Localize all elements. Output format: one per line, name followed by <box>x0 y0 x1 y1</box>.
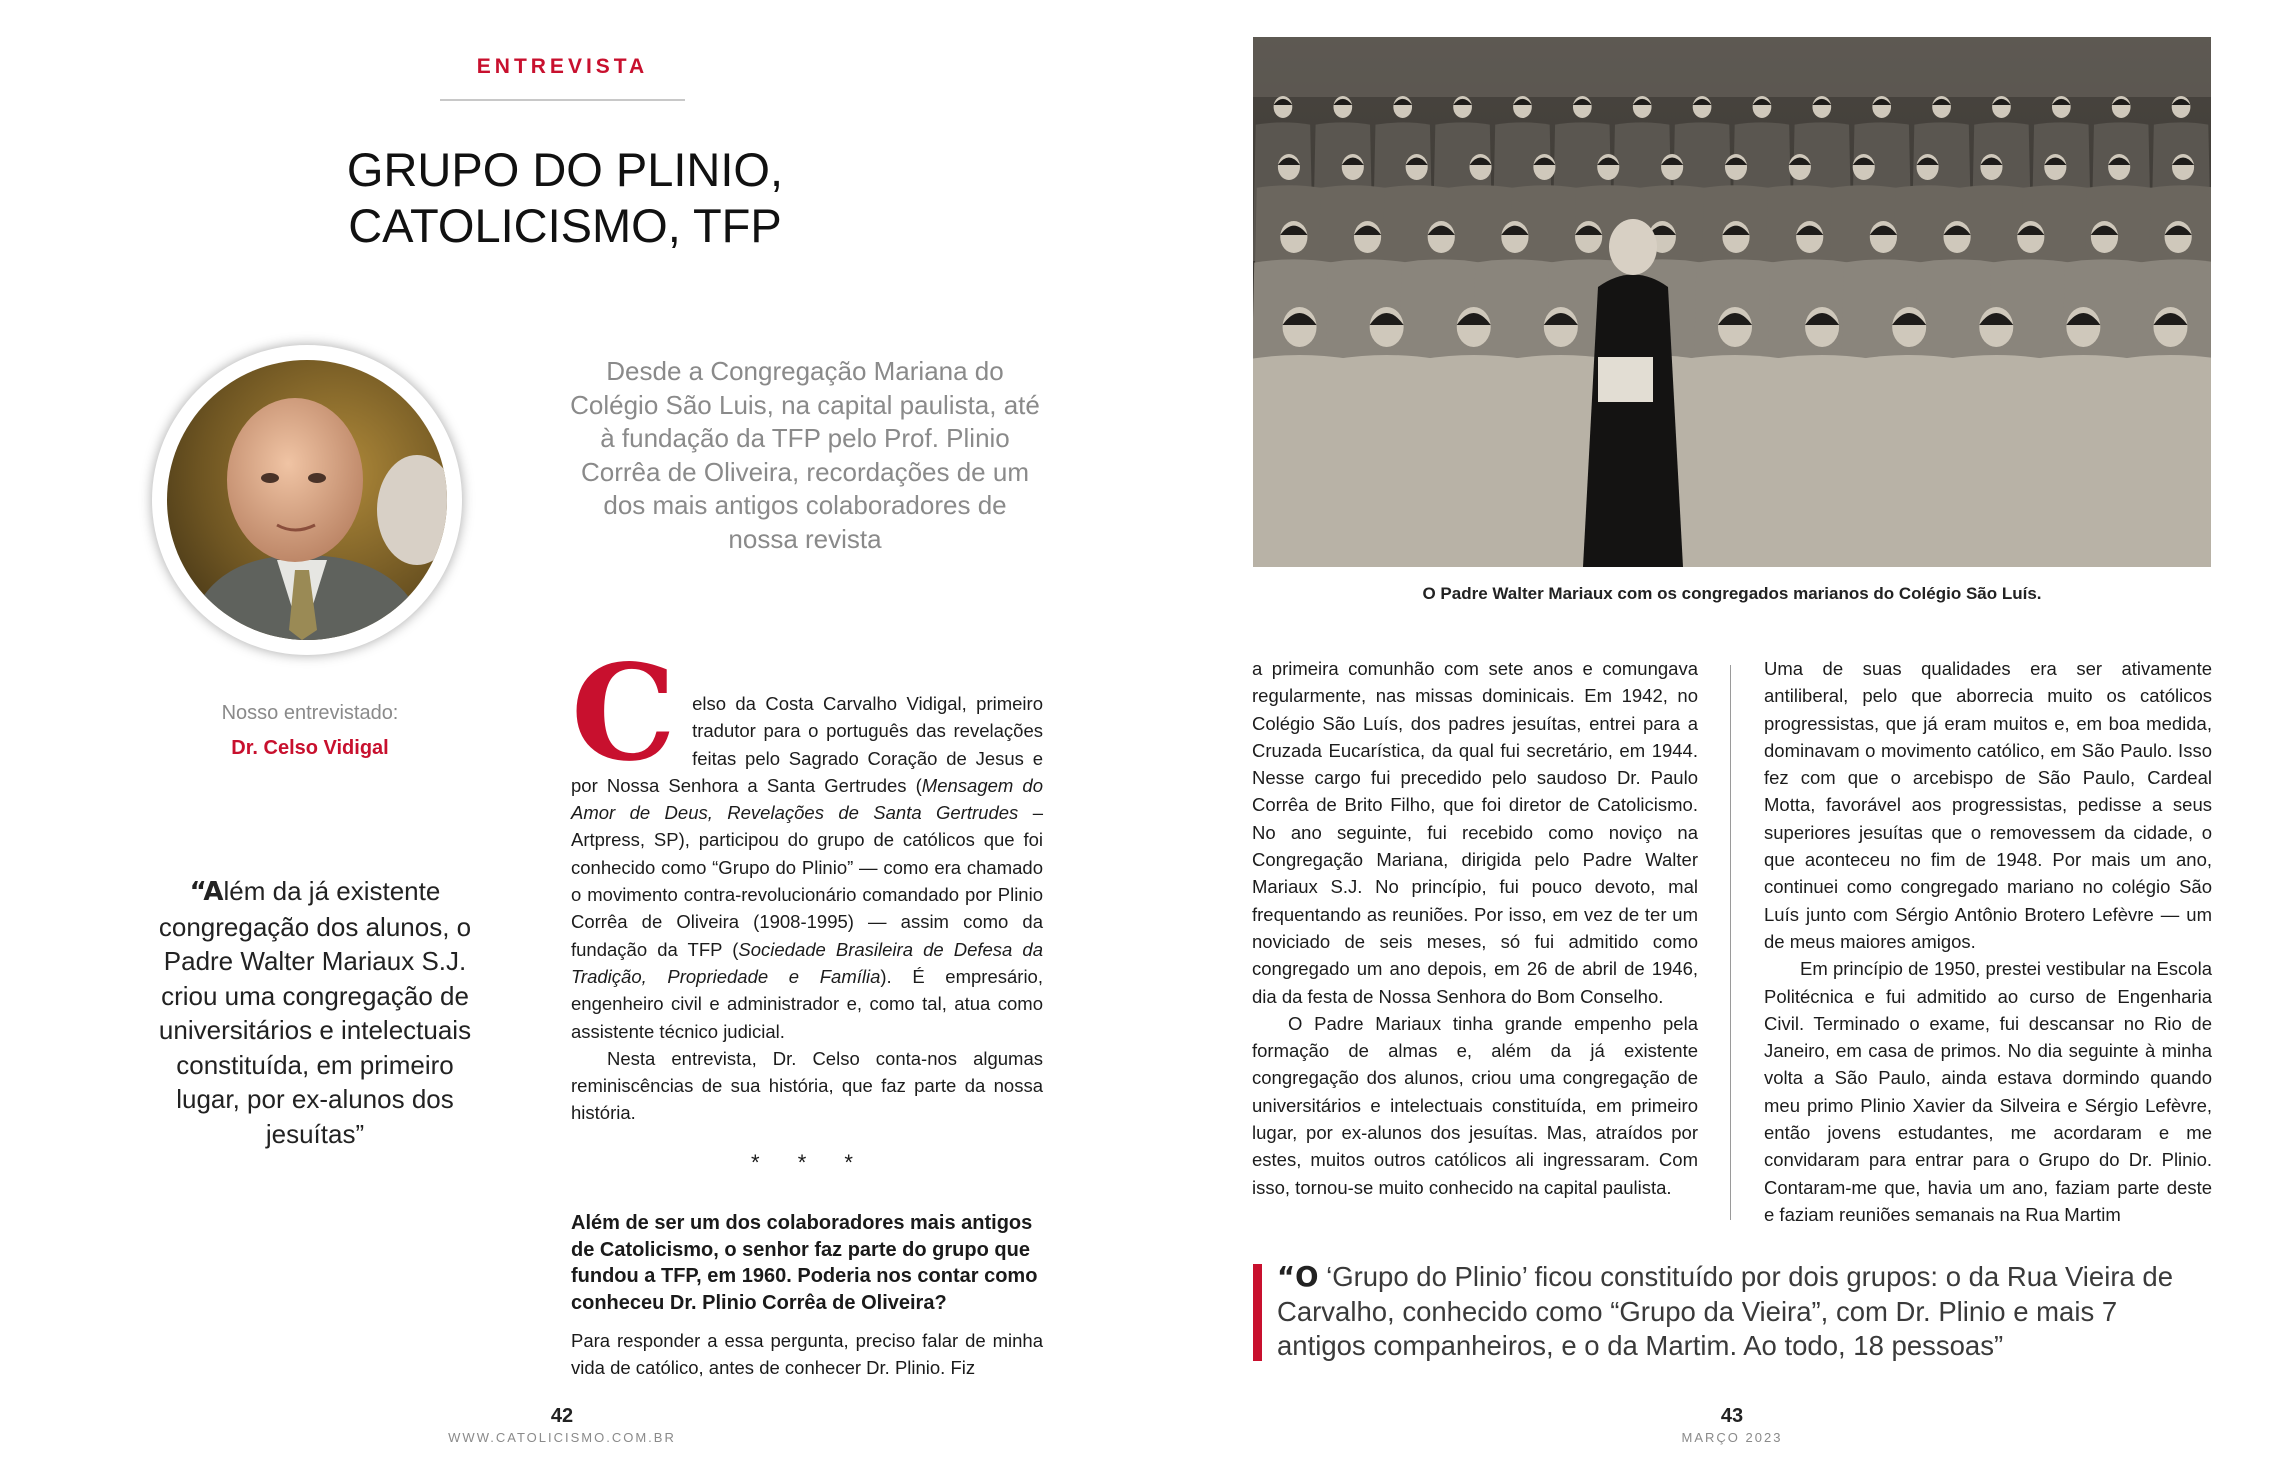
footer-issue-date: MARÇO 2023 <box>1681 1430 1783 1445</box>
page-number-left: 42 <box>550 1405 574 1427</box>
interview-answer: Para responder a essa pergunta, preciso falar de minha vida de católico, antes de conhecer Dr. Plinio. Fiz <box>571 1330 1043 1379</box>
pull-quote-open: “A <box>189 877 224 907</box>
pull-quote-text: lém da já existente congregação dos alunos, o Padre Walter Mariaux S.J. criou uma congregação de universitários e intelectuais constituída, em primeiro lugar, por ex-alunos dos jesuítas” <box>158 876 472 1149</box>
intro-book-title: Mensagem do Amor de Deus, Revelações de Santa Gertrudes <box>571 774 1043 824</box>
footer-url: WWW.CATOLICISMO.COM.BR <box>448 1430 676 1445</box>
page-number-right: 43 <box>1720 1405 1744 1427</box>
interviewee-photo <box>167 360 447 640</box>
pull-quote-2-open: “O <box>1277 1261 1319 1293</box>
interviewee-name: Dr. Celso Vidigal <box>231 737 389 759</box>
article-intro <box>571 636 1043 1127</box>
photo-priest-head <box>1609 219 1657 275</box>
column-paragraph: Uma de suas qualidades era ser ativamente antiliberal, pelo que aborrecia muito os católicos progressistas, que já eram muitos e, em boa medida, dominavam o movimento católico, em São Paulo. Isso fez com que o arcebispo de São Paulo, Cardeal Motta, favorável aos progressistas, pedisse a seus superiores jesuítas que o removessem da cidade, o que aconteceu no fim de 1948. Por mais um ano, continuei como congregado mariano no colégio São Luís junto com Sérgio Antônio Brotero Lefèvre — um de meus maiores amigos. <box>1764 658 2212 952</box>
photo-figure-body <box>2115 355 2211 567</box>
interviewee-label: Nosso entrevistado: <box>221 702 399 724</box>
pull-quote <box>145 874 485 1151</box>
drop-cap: C <box>571 636 677 791</box>
column-paragraph: Em princípio de 1950, prestei vestibular na Escola Politécnica e fui admitido ao curso de Engenharia Civil. Terminado o exame, fui descansar no Rio de Janeiro, em casa de primos. No dia seguinte à minha volta a São Paulo, ainda estava dormindo quando meu primo Plinio Xavier da Silveira e Sérgio Lefèvre, então jovens estudantes, me acordaram e me convidaram para entrar para o Grupo do Dr. Plinio. Contaram-me que, havia um ano, faziam parte deste e faziam reuniões semanais na Rua Martim <box>1764 958 2212 1225</box>
column-paragraph: a primeira comunhão com sete anos e comungava regularmente, nas missas dominicais. Em 1942, no Colégio São Luís, dos padres jesuítas, entrei para a Cruzada Eucarística, da qual fui secretário, em 1944. Nesse cargo fui precedido pelo saudoso Dr. Paulo Corrêa de Brito Filho, que foi diretor de Catolicismo. No ano seguinte, fui recebido como noviço na Congregação Mariana, dirigida pelo Padre Walter Mariaux S.J. No princípio, fui pouco devoto, mal frequentando as reuniões. Por isso, em vez de ter um noviciado de seis meses, só fui admitido como congregado um ano depois, em 26 de abril de 1946, dia da festa de Nossa Senhora do Bom Conselho. <box>1252 658 1698 1007</box>
column-divider <box>1730 665 1731 1220</box>
photo-caption: O Padre Walter Mariaux com os congregados marianos do Colégio São Luís. <box>1422 584 2042 603</box>
standfirst: Desde a Congregação Mariana do Colégio São Luis, na capital paulista, até à fundação da TFP pelo Prof. Plinio Corrêa de Oliveira, recordações de um dos mais antigos colaboradores de nossa revista <box>570 356 1040 554</box>
article-column-2 <box>1252 655 1698 1201</box>
intro-text: elso da Costa Carvalho Vidigal, primeiro tradutor para o português das revelações feitas pelo Sagrado Coração de Jesus e por Nossa Senhora a Santa Gertrudes ( <box>571 693 1043 796</box>
article-column-3 <box>1764 655 2212 1228</box>
photo-book <box>1598 357 1653 402</box>
pull-quote-bar <box>1253 1264 1262 1361</box>
intro-tfp-name: Sociedade Brasileira de Defesa da Tradição, Propriedade e Família <box>571 938 1043 987</box>
section-label: ENTREVISTA <box>476 55 649 78</box>
photo-priest <box>1583 275 1683 568</box>
column-paragraph: O Padre Mariaux tinha grande empenho pela formação de almas e, além da já existente congregação dos alunos, criou uma congregação de universitários e intelectuais constituída, em primeiro lugar, por ex-alunos dos jesuítas. Mas, atraídos por estes, muitos outros católicos ali ingressaram. Com isso, tornou-se muito conhecido na capital paulista. <box>1252 1012 1698 1198</box>
article-headline: GRUPO DO PLINIO, CATOLICISMO, TFP <box>346 143 784 252</box>
intro-text: – Artpress, SP), participou do grupo de católicos que foi conhecido como “Grupo do Plinio” — como era chamado o movimento contra-revolucionário comandado por Plinio Corrêa de Oliveira (1908-1995) — assim como da fundação da TFP ( <box>571 802 1043 960</box>
interview-question: Além de ser um dos colaboradores mais antigos de Catolicismo, o senhor faz parte do grupo que fundou a TFP, em 1960. Poderia nos contar como conheceu Dr. Plinio Corrêa de Oliveira? <box>571 1212 1038 1314</box>
intro-paragraph: Nesta entrevista, Dr. Celso conta-nos algumas reminiscências de sua história, que faz parte da nossa história. <box>571 1047 1043 1124</box>
pull-quote-2 <box>1277 1260 2212 1364</box>
section-divider <box>440 99 685 101</box>
pull-quote-2-text: ‘Grupo do Plinio’ ficou constituído por dois grupos: o da Rua Vieira de Carvalho, conhecido como “Grupo da Vieira”, com Dr. Plinio e mais 7 antigos companheiros, e o da Martim. Ao todo, 18 pessoas” <box>1277 1261 2173 1361</box>
intro-text: ). É empresário, engenheiro civil e administrador e, como tal, atua como assistente técnico judicial. <box>571 965 1043 1042</box>
group-photo <box>1253 37 2211 567</box>
section-separator: * * * <box>751 1150 869 1175</box>
